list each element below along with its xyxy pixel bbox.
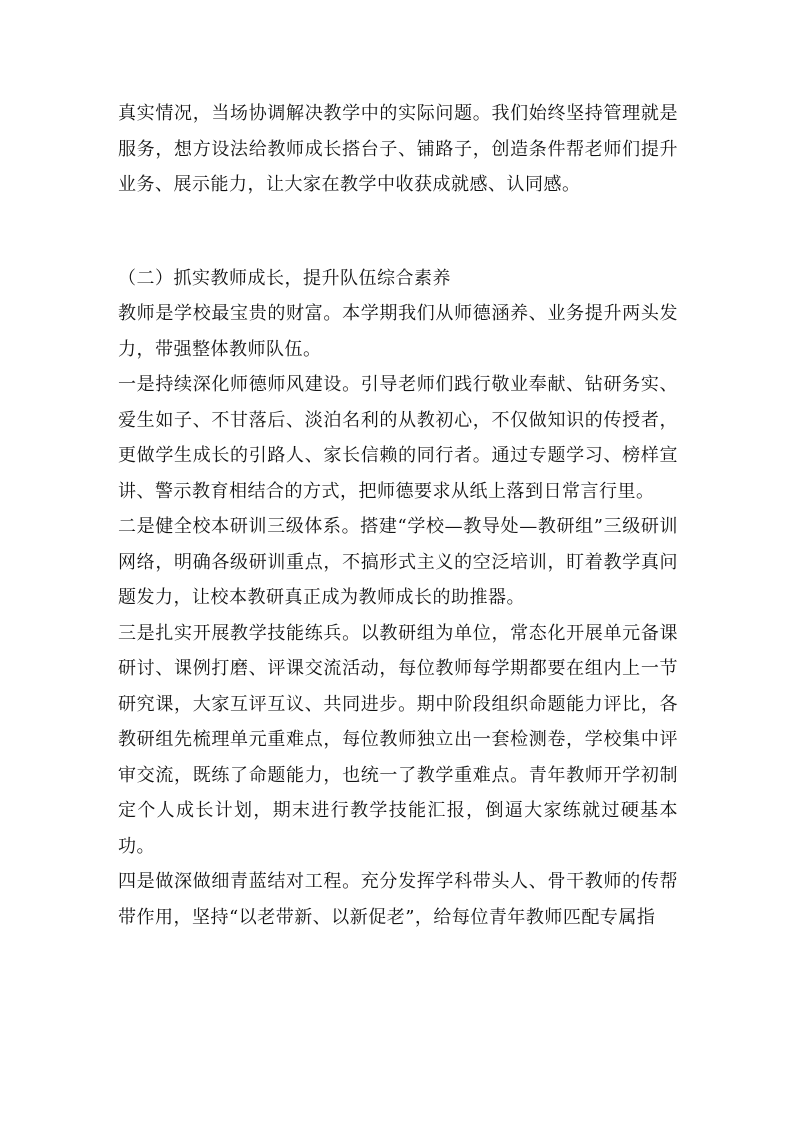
paragraph-point-4: 四是做深做细青蓝结对工程。充分发挥学科带头人、骨干教师的传帮带作用，坚持“以老带新、以新促老”，给每位青年教师匹配专属指 — [118, 871, 678, 928]
section-heading: （二）抓实教师成长，提升队伍综合素养 — [118, 267, 451, 289]
document-body — [118, 96, 678, 935]
paragraph-point-1: 一是持续深化师德师风建设。引导老师们践行敬业奉献、钻研务实、爱生如子、不甘落后、淡泊名利的从教初心，不仅做知识的传授者，更做学生成长的引路人、家长信赖的同行者。通过专题学习、榜样宣讲、警示教育相结合的方式，把师德要求从纸上落到日常言行里。 — [118, 374, 678, 502]
paragraph-gap — [118, 203, 678, 261]
paragraph-intro: 教师是学校最宝贵的财富。本学期我们从师德涵养、业务提升两头发力，带强整体教师队伍。 — [118, 303, 678, 360]
paragraph-point-2: 二是健全校本研训三级体系。搭建“学校—教导处—教研组”三级研训网络，明确各级研训重点，不搞形式主义的空泛培训，盯着教学真问题发力，让校本教研真正成为教师成长的助推器。 — [118, 516, 678, 608]
paragraph-service: 真实情况，当场协调解决教学中的实际问题。我们始终坚持管理就是服务，想方设法给教师成长搭台子、铺路子，创造条件帮老师们提升业务、展示能力，让大家在教学中收获成就感、认同感。 — [118, 103, 678, 195]
paragraph-point-3: 三是扎实开展教学技能练兵。以教研组为单位，常态化开展单元备课研讨、课例打磨、评课交流活动，每位教师每学期都要在组内上一节研究课，大家互评互议、共同进步。期中阶段组织命题能力评比，各教研组先梳理单元重难点，每位教师独立出一套检测卷，学校集中评审交流，既练了命题能力，也统一了教学重难点。青年教师开学初制定个人成长计划，期末进行教学技能汇报，倒逼大家练就过硬基本功。 — [118, 622, 678, 857]
